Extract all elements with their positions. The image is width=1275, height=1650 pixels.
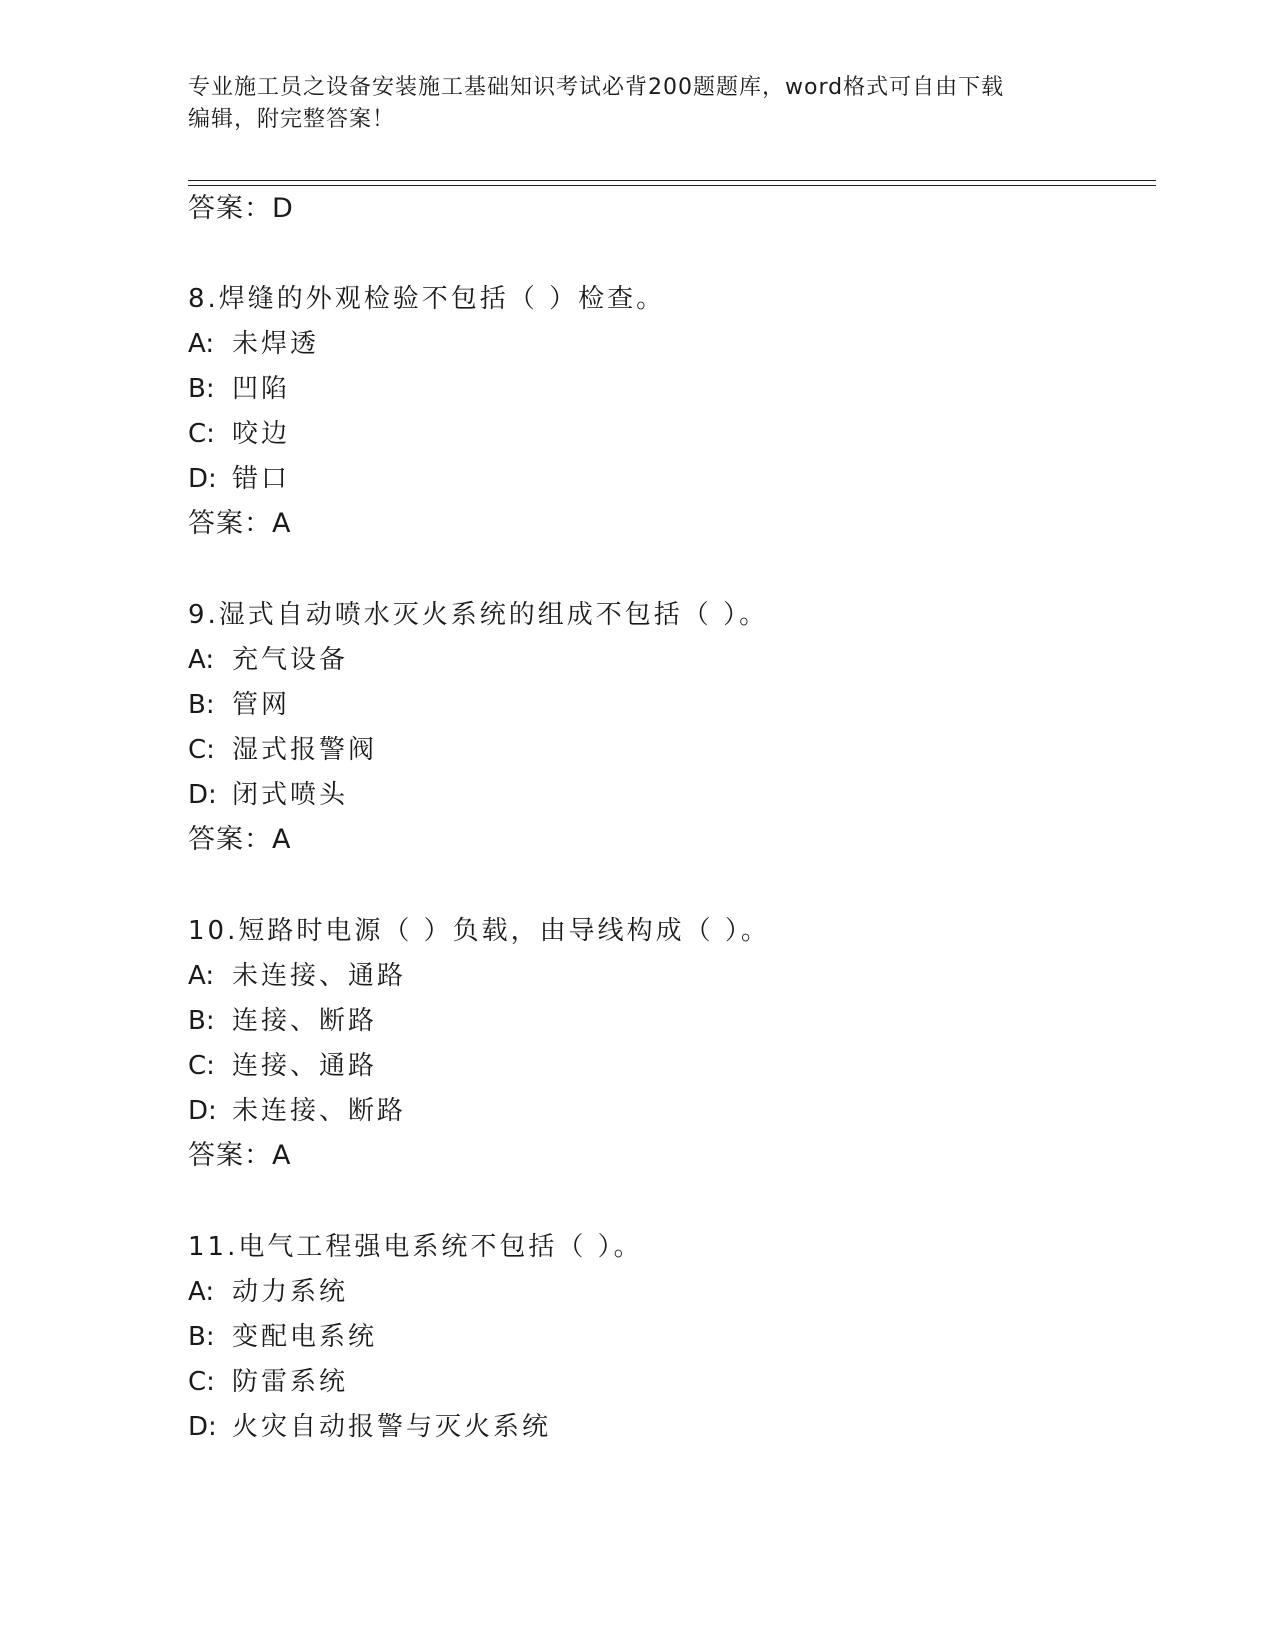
option-text: 管网 <box>232 690 291 720</box>
option-b <box>188 1320 377 1354</box>
option-text: 未连接、断路 <box>232 1096 407 1126</box>
question-stem: 9.湿式自动喷水灭火系统的组成不包括（ ）。 <box>188 600 769 630</box>
answer-line: 答案：D <box>188 193 294 224</box>
option-text: 错口 <box>232 464 291 494</box>
option-key: D: <box>188 1412 217 1442</box>
document-header <box>188 72 1068 136</box>
option-key: C: <box>188 1367 215 1397</box>
option-key: A: <box>188 961 215 991</box>
option-c <box>188 733 377 767</box>
option-key: C: <box>188 1051 215 1081</box>
option-key: D: <box>188 780 217 810</box>
option-a <box>188 327 319 361</box>
option-a <box>188 643 348 677</box>
option-key: A: <box>188 329 215 359</box>
option-key: B: <box>188 374 215 404</box>
option-text: 未焊透 <box>232 329 320 359</box>
option-text: 闭式喷头 <box>232 780 349 810</box>
option-text: 动力系统 <box>232 1277 349 1307</box>
option-text: 湿式报警阀 <box>232 735 378 765</box>
option-key: D: <box>188 464 217 494</box>
option-c <box>188 1365 348 1399</box>
option-text: 连接、断路 <box>232 1006 378 1036</box>
option-b <box>188 372 290 406</box>
option-key: D: <box>188 1096 217 1126</box>
header-divider-bottom <box>188 185 1156 186</box>
option-b <box>188 688 290 722</box>
option-text: 凹陷 <box>232 374 291 404</box>
question-stem: 8.焊缝的外观检验不包括（ ）检查。 <box>188 284 666 314</box>
option-text: 变配电系统 <box>232 1322 378 1352</box>
option-text: 未连接、通路 <box>232 961 407 991</box>
answer-line: 答案：A <box>188 1140 292 1171</box>
option-b <box>188 1004 377 1038</box>
option-d <box>188 1094 406 1128</box>
option-key: C: <box>188 419 215 449</box>
option-text: 连接、通路 <box>232 1051 378 1081</box>
option-d <box>188 778 348 812</box>
option-d <box>188 1410 551 1444</box>
question-stem: 10.短路时电源（ ）负载，由导线构成（ ）。 <box>188 916 770 946</box>
option-text: 咬边 <box>232 419 291 449</box>
option-c <box>188 1049 377 1083</box>
option-text: 充气设备 <box>232 645 349 675</box>
option-c <box>188 417 290 451</box>
option-key: B: <box>188 1322 215 1352</box>
option-key: C: <box>188 735 215 765</box>
option-key: A: <box>188 645 215 675</box>
option-key: B: <box>188 690 215 720</box>
option-key: B: <box>188 1006 215 1036</box>
option-key: A: <box>188 1277 215 1307</box>
header-divider-top <box>188 180 1156 181</box>
header-line-1: 专业施工员之设备安装施工基础知识考试必背200题题库，word格式可自由下载 <box>188 75 1005 100</box>
header-line-2: 编辑，附完整答案！ <box>188 107 396 132</box>
option-a <box>188 1275 348 1309</box>
option-text: 火灾自动报警与灭火系统 <box>232 1412 552 1442</box>
option-text: 防雷系统 <box>232 1367 349 1397</box>
question-stem: 11.电气工程强电系统不包括（ ）。 <box>188 1232 643 1262</box>
option-d <box>188 462 290 496</box>
answer-line: 答案：A <box>188 508 292 539</box>
option-a <box>188 959 406 993</box>
answer-line: 答案：A <box>188 824 292 855</box>
